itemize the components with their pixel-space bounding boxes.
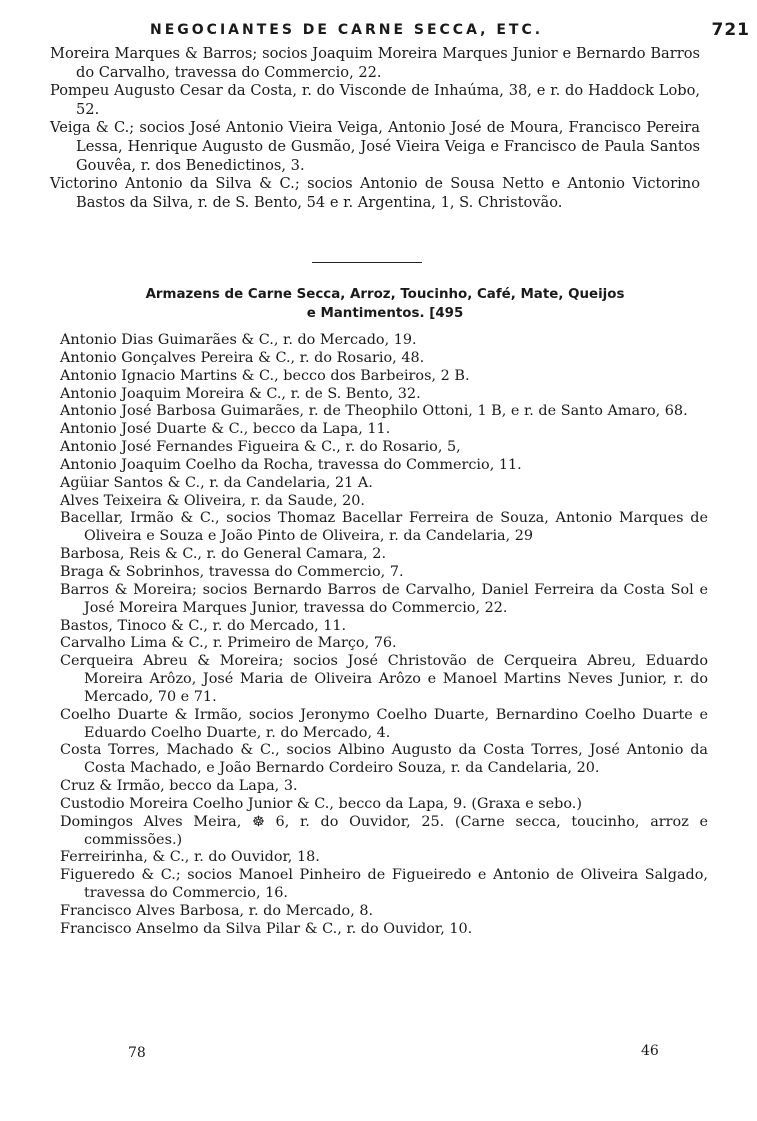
list-item: Antonio Joaquim Moreira & C., r. de S. Bento, 32.: [60, 385, 421, 402]
list-item: Bacellar, Irmão & C., socios Thomaz Bacellar Ferreira de Souza, Antonio Marques de Oliveira e Souza e João Pinto de Oliveira, r. da Candelaria, 29: [60, 510, 708, 545]
directory-entry: Victorino Antonio da Silva & C.; socios Antonio de Sousa Netto e Antonio Victorino Bastos da Silva, r. de S. Bento, 54 e r. Argentina, 1, S. Christovão.: [50, 175, 700, 211]
list-item: Cruz & Irmão, becco da Lapa, 3.: [60, 778, 298, 795]
list-item: Alves Teixeira & Oliveira, r. da Saude, 20.: [60, 492, 365, 509]
signature-mark-right: 46: [641, 1043, 659, 1059]
list-item: Francisco Anselmo da Silva Pilar & C., r. do Ouvidor, 10.: [60, 920, 473, 937]
section-divider: [312, 262, 422, 263]
directory-entry: Moreira Marques & Barros; socios Joaquim Moreira Marques Junior e Bernardo Barros do Carvalho, travessa do Commercio, 22.: [50, 45, 700, 81]
directory-entry: Veiga & C.; socios José Antonio Vieira Veiga, Antonio José de Moura, Francisco Pereira Lessa, Henrique Augusto de Gusmão, José Vieira Veiga e Francisco de Paula Santos Gouvêa, r. dos Benedictinos, 3.: [50, 119, 700, 174]
page-number: 721: [711, 20, 750, 40]
list-item: Bastos, Tinoco & C., r. do Mercado, 11.: [60, 617, 347, 634]
signature-mark-left: 78: [128, 1045, 146, 1061]
list-item: Coelho Duarte & Irmão, socios Jeronymo Coelho Duarte, Bernardino Coelho Duarte e Eduardo Coelho Duarte, r. do Mercado, 4.: [60, 706, 708, 741]
list-item: Agüiar Santos & C., r. da Candelaria, 21 A.: [60, 474, 373, 491]
list-item: Antonio Gonçalves Pereira & C., r. do Rosario, 48.: [60, 349, 425, 366]
list-item: Ferreirinha, & C., r. do Ouvidor, 18.: [60, 849, 320, 866]
list-item: Antonio José Barbosa Guimarães, r. de Theophilo Ottoni, 1 B, e r. de Santo Amaro, 68.: [60, 403, 688, 420]
list-item: Antonio Joaquim Coelho da Rocha, travessa do Commercio, 11.: [60, 456, 522, 473]
list-item: Costa Torres, Machado & C., socios Albino Augusto da Costa Torres, José Antonio da Costa Machado, e João Bernardo Cordeiro Souza, r. da Candelaria, 20.: [60, 742, 708, 777]
continued-entries: [50, 45, 700, 212]
list-item: Domingos Alves Meira, ☸ 6, r. do Ouvidor, 25. (Carne secca, toucinho, arroz e commissões.): [60, 813, 708, 848]
list-item: Antonio José Fernandes Figueira & C., r. do Rosario, 5,: [60, 439, 461, 456]
list-item: Figueredo & C.; socios Manoel Pinheiro de Figueiredo e Antonio de Oliveira Salgado, travessa do Commercio, 16.: [60, 867, 708, 902]
merchant-list: [60, 332, 708, 939]
list-item: Braga & Sobrinhos, travessa do Commercio, 7.: [60, 563, 404, 580]
directory-entry: Pompeu Augusto Cesar da Costa, r. do Visconde de Inhaúma, 38, e r. do Haddock Lobo, 52.: [50, 82, 700, 118]
list-item: Antonio Ignacio Martins & C., becco dos Barbeiros, 2 B.: [60, 367, 470, 384]
list-item: Antonio José Duarte & C., becco da Lapa, 11.: [60, 421, 391, 438]
list-item: Carvalho Lima & C., r. Primeiro de Março, 76.: [60, 635, 397, 652]
list-item: Antonio Dias Guimarães & C., r. do Mercado, 19.: [60, 332, 417, 348]
list-item: Cerqueira Abreu & Moreira; socios José Christovão de Cerqueira Abreu, Eduardo Moreira Arôzo, José Maria de Oliveira Arôzo e Manoel Martins Neves Junior, r. do Mercado, 70 e 71.: [60, 653, 708, 705]
section-heading-line-2: e Mantimentos. [495: [306, 306, 464, 321]
list-item: Custodio Moreira Coelho Junior & C., becco da Lapa, 9. (Graxa e sebo.): [60, 795, 582, 812]
list-item: Barros & Moreira; socios Bernardo Barros de Carvalho, Daniel Ferreira da Costa Sol e José Moreira Marques Junior, travessa do Commercio, 22.: [60, 581, 708, 616]
running-title: NEGOCIANTES DE CARNE SECCA, ETC.: [150, 22, 544, 38]
list-item: Francisco Alves Barbosa, r. do Mercado, 8.: [60, 903, 374, 919]
list-item: Barbosa, Reis & C., r. do General Camara, 2.: [60, 546, 387, 563]
section-heading: [60, 285, 710, 323]
section-heading-line-1: Armazens de Carne Secca, Arroz, Toucinho, Café, Mate, Queijos: [145, 287, 625, 302]
